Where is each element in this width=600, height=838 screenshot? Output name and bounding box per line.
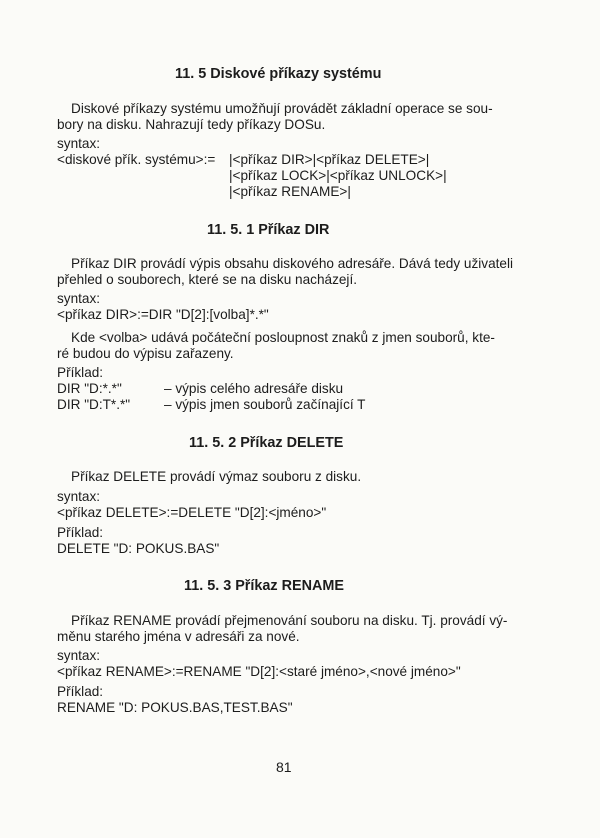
paragraph-line: přehled o souborech, které se na disku nacházejí. bbox=[57, 272, 358, 287]
paragraph-line: ré budou do výpisu zařazeny. bbox=[57, 346, 234, 361]
heading-11-5: 11. 5 Diskové příkazy systému bbox=[175, 66, 382, 82]
paragraph-11-5-1-volba bbox=[57, 330, 527, 362]
example-code: DELETE "D: POKUS.BAS" bbox=[57, 541, 220, 556]
syntax-line: <příkaz RENAME>:=RENAME "D[2]:<staré jméno>,<nové jméno>" bbox=[57, 664, 461, 679]
example-desc: – výpis jmen souborů začínající T bbox=[164, 397, 366, 412]
syntax-line: <příkaz DIR>:=DIR "D[2]:[volba]*.*" bbox=[57, 307, 269, 322]
example-label: Příklad: bbox=[57, 684, 104, 699]
paragraph-line: Příkaz RENAME provádí přejmenování souboru na disku. Tj. provádí vý- bbox=[71, 613, 508, 628]
syntax-rhs-line: |<příkaz LOCK>|<příkaz UNLOCK>| bbox=[229, 168, 447, 183]
paragraph-11-5-3 bbox=[57, 613, 527, 645]
paragraph-line: Diskové příkazy systému umožňují provádět základní operace se sou- bbox=[71, 101, 493, 116]
paragraph-line: Kde <volba> udává počáteční posloupnost znaků z jmen souborů, kte- bbox=[71, 330, 495, 345]
example-label: Příklad: bbox=[57, 365, 104, 380]
page-number: 81 bbox=[276, 759, 292, 775]
syntax-label: syntax: bbox=[57, 489, 101, 504]
syntax-rhs-line: |<příkaz RENAME>| bbox=[229, 184, 351, 199]
syntax-label: syntax: bbox=[57, 136, 101, 151]
example-code: DIR "D:T*.*" bbox=[57, 397, 131, 412]
syntax-label: syntax: bbox=[57, 291, 101, 306]
paragraph-11-5-2: Příkaz DELETE provádí výmaz souboru z disku. bbox=[71, 469, 362, 484]
paragraph-11-5 bbox=[57, 101, 527, 133]
syntax-rhs-line: |<příkaz DIR>|<příkaz DELETE>| bbox=[229, 152, 430, 167]
example-label: Příklad: bbox=[57, 525, 104, 540]
paragraph-line: Příkaz DIR provádí výpis obsahu diskového adresáře. Dává tedy uživateli bbox=[71, 256, 514, 271]
example-desc: – výpis celého adresáře disku bbox=[164, 381, 344, 396]
syntax-label: syntax: bbox=[57, 648, 101, 663]
example-code: DIR "D:*.*" bbox=[57, 381, 122, 396]
syntax-line: <příkaz DELETE>:=DELETE "D[2]:<jméno>" bbox=[57, 505, 327, 520]
heading-11-5-3: 11. 5. 3 Příkaz RENAME bbox=[184, 578, 344, 594]
example-code: RENAME "D: POKUS.BAS,TEST.BAS" bbox=[57, 700, 293, 715]
paragraph-11-5-1 bbox=[57, 256, 527, 288]
syntax-lhs: <diskové přík. systému>:= bbox=[57, 152, 216, 167]
heading-11-5-2: 11. 5. 2 Příkaz DELETE bbox=[189, 435, 344, 451]
paragraph-line: měnu starého jména v adresáři za nové. bbox=[57, 629, 300, 644]
paragraph-line: bory na disku. Nahrazují tedy příkazy DOSu. bbox=[57, 117, 326, 132]
heading-11-5-1: 11. 5. 1 Příkaz DIR bbox=[207, 222, 330, 238]
